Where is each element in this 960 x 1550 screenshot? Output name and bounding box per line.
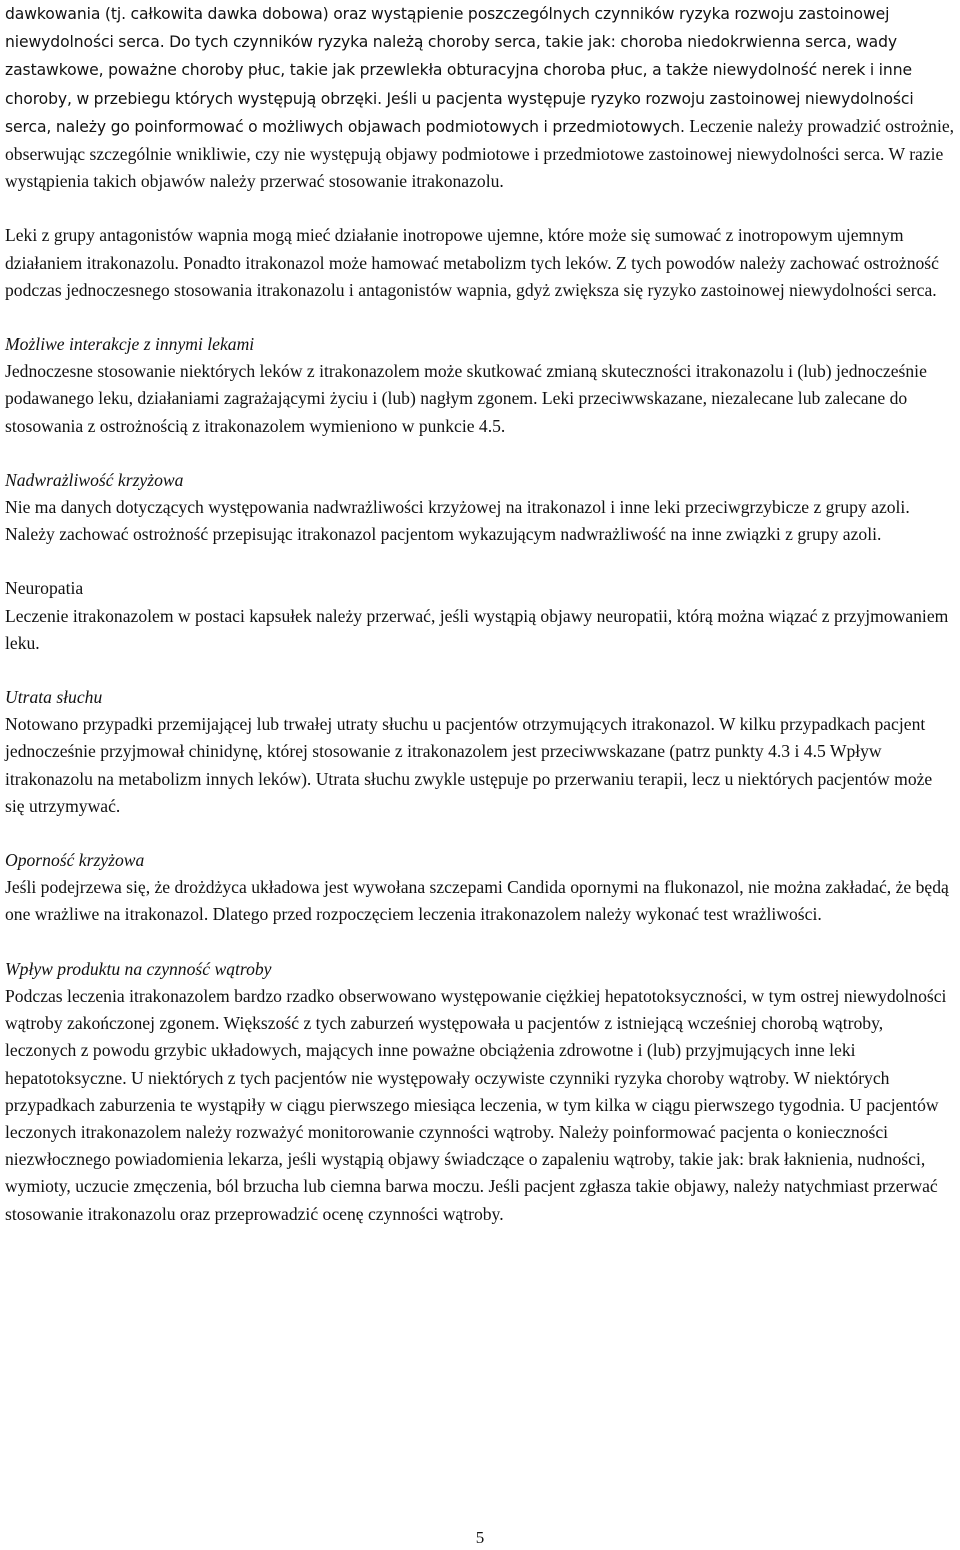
section-body-interactions: Jednoczesne stosowanie niektórych leków z itrakonazolem może skutkować zmianą skuteczności itrakonazolu i (lub) jednocześnie podawanego leku, działaniami zagrażającymi życiu i (lub) nagłym zgonem. Leki przeciwwskazane, niezalecane lub zalecane do stosowania z ostrożnością z itrakonazolem wymieniono w punkcie 4.5. xyxy=(5,361,927,436)
section-hearing-loss xyxy=(5,684,955,820)
section-heading-neuropathy: Neuropatia xyxy=(5,578,84,599)
paragraph-gap xyxy=(5,929,955,956)
section-cross-resistance xyxy=(5,847,955,929)
section-body-liver-function: Podczas leczenia itrakonazolem bardzo rzadko obserwowano występowanie ciężkiej hepatotoksyczności, w tym ostrej niewydolności wątroby zakończonej zgonem. Większość z tych zaburzeń występowała u pacjentów z istniejącą wcześniej chorobą wątroby, leczonych z powodu grzybic układowych, mających inne poważne obciążenia zdrowotne i (lub) przyjmujących inne leki hepatotoksyczne. U niektórych z tych pacjentów nie występowały oczywiste czynniki ryzyka choroby wątroby. W niektórych przypadkach zaburzenia te wystąpiły w ciągu pierwszego miesiąca leczenia, w tym kilka w ciągu pierwszego tygodnia. U pacjentów leczonych itrakonazolem należy rozważyć monitorowanie czynności wątroby. Należy poinformować pacjenta o konieczności niezwłocznego powiadomienia lekarza, jeśli wystąpią objawy świadczące o zapaleniu wątroby, takie jak: brak łaknienia, nudności, wymioty, uczucie zmęczenia, ból brzucha lub ciemna barwa moczu. Jeśli pacjent zgłasza takie objawy, należy natychmiast przerwać stosowanie itrakonazolu oraz przeprowadzić ocenę czynności wątroby. xyxy=(5,985,947,1224)
section-heading-liver-function: Wpływ produktu na czynność wątroby xyxy=(5,958,272,979)
section-heading-hearing-loss: Utrata słuchu xyxy=(5,687,103,708)
section-liver-function xyxy=(5,956,955,1228)
paragraph-gap xyxy=(5,304,955,331)
section-cross-hypersensitivity xyxy=(5,467,955,549)
section-heading-cross-hypersensitivity: Nadwrażliwość krzyżowa xyxy=(5,469,184,490)
paragraph-gap xyxy=(5,657,955,684)
section-body-neuropathy: Leczenie itrakonazolem w postaci kapsułek należy przerwać, jeśli wystąpią objawy neuropatii, którą można wiązać z przyjmowaniem leku. xyxy=(5,605,949,653)
section-body-cross-hypersensitivity: Nie ma danych dotyczących występowania nadwrażliwości krzyżowej na itrakonazol i inne leki przeciwgrzybicze z grupy azoli. Należy zachować ostrożność przepisując itrakonazol pacjentom wykazującym nadwrażliwość na inne związki z grupy azoli. xyxy=(5,497,910,545)
intro-text-sans: dawkowania (tj. całkowita dawka dobowa) oraz wystąpienie poszczególnych czynników ryzyka rozwoju zastoinowej niewydolności serca. Do tych czynników ryzyka należą choroby serca, takie jak: choroba niedokrwienna serca, wady zastawkowe, poważne choroby płuc, takie jak przewlekła obturacyjna choroba płuc, a także niewydolność nerek i inne choroby, w przebiegu których występują obrzęki. Jeśli u pacjenta występuje ryzyko rozwoju zastoinowej niewydolności serca, należy go poinformować o możliwych objawach podmiotowych i przedmiotowych. xyxy=(5,5,914,136)
paragraph-gap xyxy=(5,440,955,467)
paragraph-gap xyxy=(5,820,955,847)
section-interactions xyxy=(5,331,955,440)
section-body-hearing-loss: Notowano przypadki przemijającej lub trwałej utraty słuchu u pacjentów otrzymujących itrakonazol. W kilku przypadkach pacjent jednocześnie przyjmował chinidynę, której stosowanie z itrakonazolem jest przeciwwskazane (patrz punkty 4.3 i 4.5 Wpływ itrakonazolu na metabolizm innych leków). Utrata słuchu zwykle ustępuje po przerwaniu terapii, lecz u niektórych pacjentów może się utrzymywać. xyxy=(5,714,933,816)
section-neuropathy xyxy=(5,575,955,657)
section-body-cross-resistance: Jeśli podejrzewa się, że drożdżyca układowa jest wywołana szczepami Candida opornymi na flukonazol, nie można zakładać, że będą one wrażliwe na itrakonazol. Dlatego przed rozpoczęciem leczenia itrakonazolem należy wykonać test wrażliwości. xyxy=(5,877,949,925)
paragraph-gap xyxy=(5,195,955,222)
paragraph-gap xyxy=(5,548,955,575)
intro-paragraph xyxy=(5,0,955,195)
section-heading-interactions: Możliwe interakcje z innymi lekami xyxy=(5,334,255,355)
document-page xyxy=(5,0,955,1228)
page-number: 5 xyxy=(475,1528,485,1547)
intro-text-serif: Leczenie należy prowadzić ostrożnie, obserwując szczególnie wnikliwie, czy nie występują objawy podmiotowe i przedmiotowe zastoinowej niewydolności serca. W razie wystąpienia takich objawów należy przerwać stosowanie itrakonazolu. xyxy=(5,115,955,192)
section-heading-cross-resistance: Oporność krzyżowa xyxy=(5,850,145,871)
calcium-antagonists-paragraph: Leki z grupy antagonistów wapnia mogą mieć działanie inotropowe ujemne, które może się sumować z inotropowym ujemnym działaniem itrakonazolu. Ponadto itrakonazol może hamować metabolizm tych leków. Z tych powodów należy zachować ostrożność podczas jednoczesnego stosowania itrakonazolu i antagonistów wapnia, gdyż zwiększa się ryzyko zastoinowej niewydolności serca. xyxy=(5,225,939,300)
